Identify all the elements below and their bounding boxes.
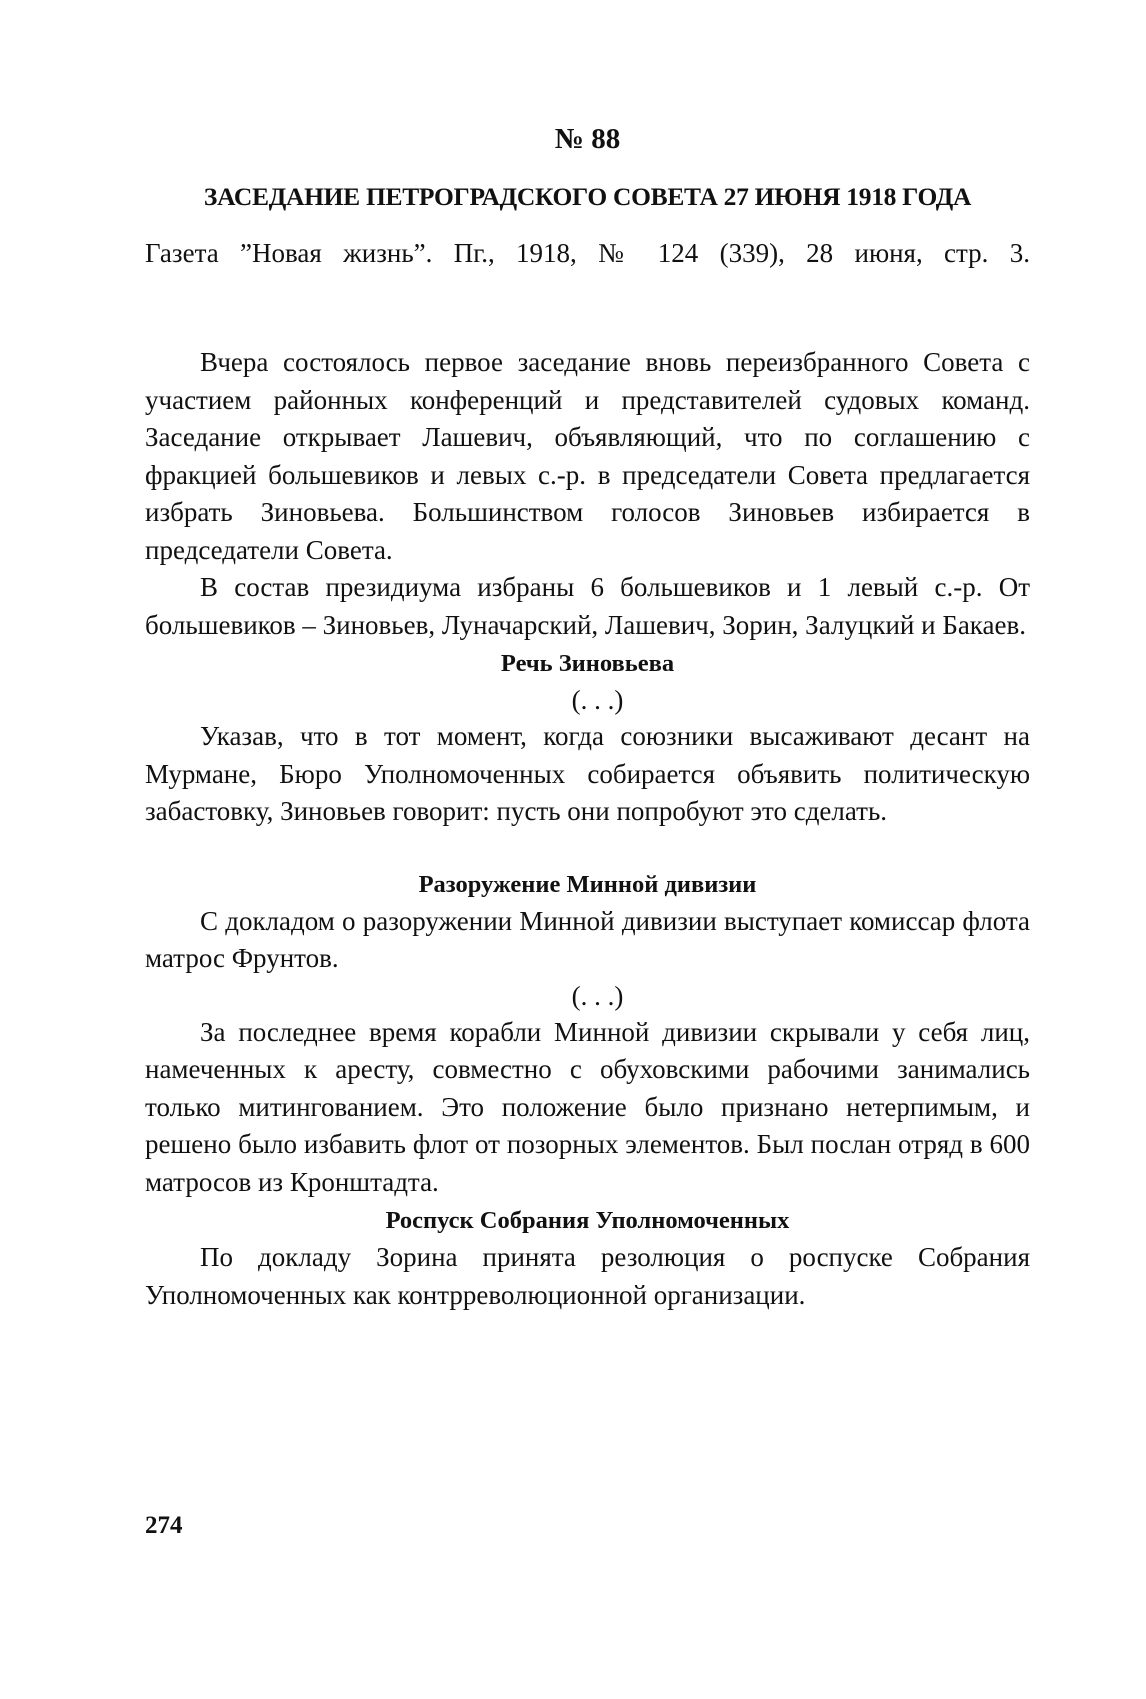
speech-paragraph: Указав, что в тот момент, когда союзники высаживают десант на Мурмане, Бюро Уполномоченных собирается объявить политическую забастовку, Зиновьев говорит: пусть они попробуют это сделать. (145, 721, 1030, 826)
dissolution-heading: Роспуск Собрания Уполномоченных (385, 1207, 790, 1234)
speech-ellipsis: (. . .) (571, 685, 624, 715)
intro-paragraph-2: В состав президиума избраны 6 большевиков и 1 левый с.-р. От большевиков – Зиновьев, Луначарский, Лашевич, Зорин, Залуцкий и Бакаев. (145, 572, 1030, 640)
source-citation: Газета ”Новая жизнь”. Пг., 1918, № 124 (339), 28 июня, стр. 3. (145, 238, 1030, 268)
disarmament-paragraph-1: С докладом о разоружении Минной дивизии выступает комиссар флота матрос Фрунтов. (145, 905, 1030, 973)
disarmament-ellipsis: (. . .) (571, 980, 624, 1011)
disarmament-paragraph-2: За последнее время корабли Минной дивизии скрывали у себя лиц, намеченных к аресту, совместно с обуховскими рабочими занимались только митингованием. Это положение было признано нетерпимым, и решено было избавить флот от позорных элементов. Был послан отряд в 600 матросов из Кронштадта. (145, 1016, 1030, 1197)
disarmament-heading: Разоружение Минной дивизии (418, 870, 757, 898)
page-number: 274 (145, 1512, 183, 1539)
intro-paragraph-1: Вчера состоялось первое заседание вновь переизбранного Совета с участием районных конференций и представителей судовых команд. Заседание открывает Лашевич, объявляющий, что по соглашению с фракцией большевиков и левых с.-р. в председатели Совета предлагается избрать Зиновьева. Большинством голосов Зиновьев избирается в председатели Совета. (145, 347, 1030, 565)
document-number: № 88 (554, 123, 621, 155)
dissolution-paragraph: По докладу Зорина принята резолюция о роспуске Собрания Уполномоченных как контрреволюционной организации. (145, 1242, 1030, 1310)
document-page (145, 120, 1030, 1314)
document-title: ЗАСЕДАНИЕ ПЕТРОГРАДСКОГО СОВЕТА 27 ИЮНЯ 1918 ГОДА (203, 182, 972, 211)
speech-heading: Речь Зиновьева (500, 650, 675, 677)
